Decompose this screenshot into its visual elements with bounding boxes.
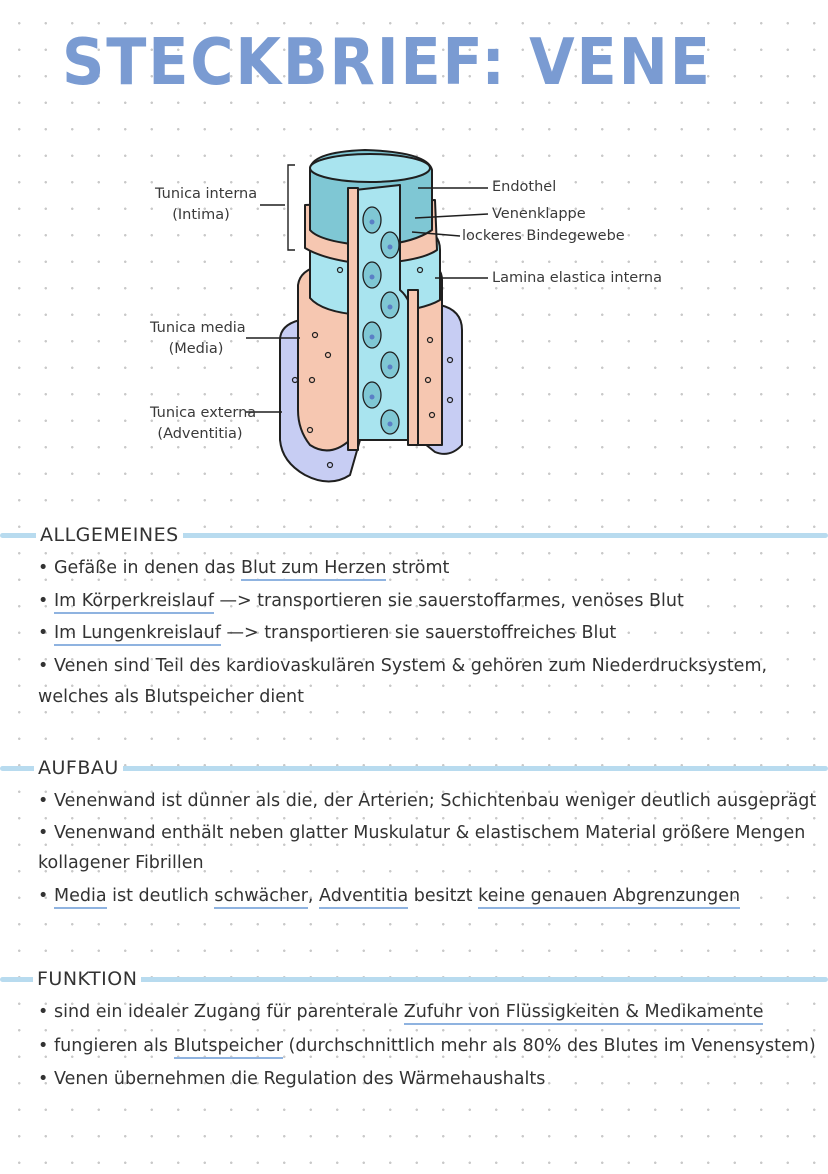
- label-text: Tunica media: [150, 320, 246, 336]
- bullet: •: [38, 823, 49, 843]
- label-text: Tunica externa: [150, 405, 257, 421]
- bullet: •: [38, 591, 49, 611]
- underlined-text: Media: [54, 886, 107, 909]
- bullet: •: [38, 791, 49, 811]
- vein-diagram: [150, 140, 670, 490]
- text: Venenwand enthält neben glatter Muskulatur & elastischem Material größere Mengen: [54, 823, 806, 843]
- underlined-text: Adventitia: [319, 886, 408, 909]
- underlined-text: Zufuhr von Flüssigkeiten & Medikamente: [404, 1002, 764, 1025]
- label-text: Tunica interna: [155, 186, 258, 202]
- list-item: [38, 555, 449, 581]
- list-item: [38, 788, 816, 814]
- text: (durchschnittlich mehr als 80% des Blutes im Venensystem): [282, 1036, 816, 1056]
- bullet: •: [38, 886, 49, 906]
- text: —> transportieren sie sauerstoffarmes, venöses Blut: [213, 591, 684, 611]
- list-item: [38, 999, 763, 1025]
- label-text: (Media): [168, 341, 224, 358]
- list-item: [38, 1033, 816, 1059]
- label-text: (Intima): [172, 207, 230, 224]
- label-tunica-media: [150, 318, 246, 360]
- underlined-text: Blut zum Herzen: [241, 558, 386, 581]
- text: fungieren als: [54, 1036, 174, 1056]
- underlined-text: schwächer: [214, 886, 308, 909]
- list-item: [38, 1066, 545, 1092]
- list-item: [38, 620, 616, 646]
- list-item-continued: welches als Blutspeicher dient: [38, 687, 304, 707]
- heading-aufbau: AUFBAU: [34, 756, 123, 780]
- page-title: STECKBRIEF: VENE: [62, 26, 712, 100]
- text: ,: [307, 886, 320, 906]
- bullet: •: [38, 1069, 49, 1089]
- bullet: •: [38, 1002, 49, 1022]
- label-venenklappe: Venenklappe: [492, 206, 586, 222]
- list-item: [38, 883, 740, 909]
- underlined-text: keine genauen Abgrenzungen: [478, 886, 740, 909]
- label-endothel: Endothel: [492, 179, 557, 195]
- text: —> transportieren sie sauerstoffreiches Blut: [220, 623, 617, 643]
- bullet: •: [38, 1036, 49, 1056]
- bullet: •: [38, 623, 49, 643]
- list-item-continued: kollagener Fibrillen: [38, 853, 204, 873]
- underlined-text: Blutspeicher: [174, 1036, 283, 1059]
- text: strömt: [386, 558, 450, 578]
- bullet: •: [38, 656, 49, 676]
- text: ist deutlich: [106, 886, 215, 906]
- text: Venenwand ist dünner als die, der Arterien; Schichtenbau weniger deutlich ausgeprägt: [54, 791, 817, 811]
- underlined-text: Im Körperkreislauf: [54, 591, 214, 614]
- list-item: [38, 588, 684, 614]
- heading-allgemeines: ALLGEMEINES: [36, 523, 183, 547]
- label-lamina: Lamina elastica interna: [492, 270, 662, 286]
- section-divider: [0, 766, 828, 771]
- text: Venen übernehmen die Regulation des Wärmehaushalts: [54, 1069, 546, 1089]
- heading-funktion: FUNKTION: [33, 967, 141, 991]
- label-text: (Adventitia): [157, 426, 243, 443]
- label-tunica-interna: [155, 184, 258, 226]
- text: Venen sind Teil des kardiovaskulären System & gehören zum Niederdrucksystem,: [54, 656, 768, 676]
- list-item: [38, 653, 767, 679]
- text: besitzt: [408, 886, 479, 906]
- bullet: •: [38, 558, 49, 578]
- underlined-text: Im Lungenkreislauf: [54, 623, 221, 646]
- label-tunica-externa: [150, 403, 257, 445]
- text: sind ein idealer Zugang für parenterale: [54, 1002, 404, 1022]
- label-bindegewebe: lockeres Bindegewebe: [462, 228, 625, 244]
- list-item: [38, 820, 805, 846]
- text: Gefäße in denen das: [54, 558, 241, 578]
